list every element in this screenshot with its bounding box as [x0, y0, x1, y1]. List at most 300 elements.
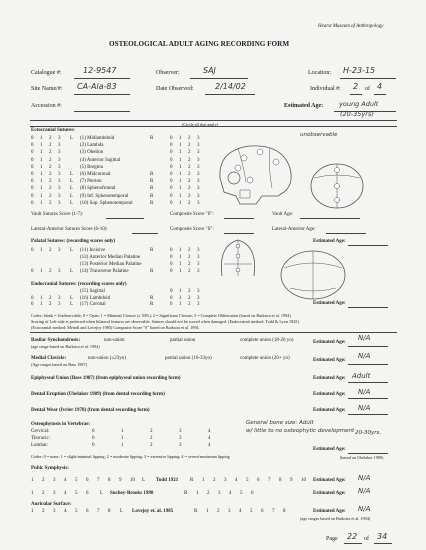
pubic-sb-right-score[interactable]: 5 — [240, 491, 243, 496]
ecto-score-left[interactable]: 3 — [58, 143, 61, 149]
ecto-score-left[interactable]: 0 — [31, 136, 34, 141]
auric-right-score[interactable]: 4 — [239, 509, 242, 514]
endo-suture-label: (15) Sagittal — [80, 289, 105, 294]
individual-of: of — [365, 86, 370, 92]
dental-wear-label: Dental Wear (Ivrier 1978) (from dental recording form) — [31, 408, 150, 413]
pubic-todd-label: Todd 1921 — [156, 478, 179, 483]
date-value[interactable]: 2/14/02 — [215, 82, 246, 91]
basilar-sub: (age range based on Buikstra et al. 1994) — [31, 344, 100, 349]
epiphyseal-value[interactable]: Adult — [352, 372, 371, 380]
estimated-age-label: Estimated Age: — [284, 103, 324, 109]
clavicle-opt3[interactable]: complete union (20+ yo) — [240, 356, 290, 361]
ecto-score-right[interactable]: 3 — [197, 193, 200, 199]
dental-eruption-label: Dental Eruption (Ubelaker 1989) (from dental recording form) — [31, 392, 165, 397]
pubic-sb-value[interactable]: N/A — [358, 487, 371, 495]
osteo-score[interactable]: 3 — [179, 429, 182, 434]
vault-label: Vault Sutures Score (1-7): — [31, 212, 84, 217]
osteo-score[interactable]: 4 — [208, 443, 211, 448]
osteo-score[interactable]: 3 — [179, 443, 182, 448]
endocranial-diagram — [278, 248, 348, 302]
ecto-suture-label: (7) Pterion — [80, 179, 102, 185]
endo-score-right[interactable]: 0 — [170, 295, 173, 301]
ecto-score-left[interactable]: 2 — [49, 193, 52, 199]
palatal-score-right[interactable]: 1 — [179, 269, 182, 274]
ecto-side-left: L — [70, 136, 74, 141]
ecto-score-left[interactable]: 2 — [49, 186, 52, 192]
endo-score-left[interactable]: 1 — [40, 295, 43, 301]
ecto-score-right[interactable]: 0 — [170, 200, 173, 206]
ecto-score-right[interactable]: 3 — [197, 136, 200, 141]
endocranial-estimated-label: Estimated Age: — [313, 301, 346, 306]
osteo-score[interactable]: 1 — [121, 443, 124, 448]
skull-superior-diagram — [306, 160, 368, 212]
dental-wear-value[interactable]: N/A — [358, 404, 371, 412]
palatal-score-right[interactable]: 2 — [188, 248, 191, 253]
osteo-score[interactable]: 2 — [150, 443, 153, 448]
pubic-todd-R: R — [190, 478, 194, 483]
ecto-score-right[interactable]: 3 — [197, 200, 200, 206]
clavicle-estimated-label: Estimated Age: — [313, 358, 346, 363]
pubic-sb-right-score[interactable]: 4 — [229, 491, 232, 496]
basilar-opt2[interactable]: partial union — [170, 338, 196, 343]
osteo-score[interactable]: 0 — [92, 436, 95, 441]
ecto-score-left[interactable]: 2 — [49, 172, 52, 177]
palatal-score-right[interactable]: 2 — [188, 269, 191, 274]
clavicle-label: Medial Clavicle: — [31, 356, 67, 361]
ecto-score-left[interactable]: 0 — [31, 164, 34, 170]
ecto-suture-label: (1) Midlambdoid — [80, 136, 115, 141]
ecto-score-left[interactable]: 2 — [49, 136, 52, 141]
endo-suture-label: (17) Coronal — [80, 302, 106, 307]
clavicle-value[interactable]: N/A — [358, 352, 371, 360]
osteo-score[interactable]: 1 — [121, 429, 124, 434]
ecto-score-left[interactable]: 2 — [49, 164, 52, 170]
individual-value[interactable]: 2 — [353, 82, 359, 91]
ecto-score-left[interactable]: 0 — [31, 186, 34, 192]
pubic-sb-L: L — [100, 491, 104, 496]
osteophytosis-note2: w/ little to no osteophytic development — [246, 428, 355, 434]
ecto-score-right[interactable]: 0 — [170, 186, 173, 192]
ecto-score-left[interactable]: 1 — [40, 193, 43, 199]
ecto-score-right[interactable]: 0 — [170, 136, 173, 141]
ecto-score-right[interactable]: 3 — [197, 172, 200, 177]
endo-score-right[interactable]: 0 — [170, 302, 173, 307]
ecto-score-left[interactable]: 3 — [58, 157, 61, 163]
palatal-heading: Palatal Sutures: (recording scores only) — [31, 239, 116, 244]
endo-score-right[interactable]: 2 — [188, 295, 191, 301]
vault-composite-label: Composite Score "S": — [170, 212, 214, 217]
basilar-value[interactable]: N/A — [358, 334, 371, 342]
ecto-score-left[interactable]: 0 — [31, 157, 34, 163]
auric-value[interactable]: N/A — [358, 505, 371, 513]
form-title: OSTEOLOGICAL ADULT AGING RECORDING FORM — [109, 40, 290, 48]
epiphyseal-label: Epiphyseal Union (Bass 1987) (from epiphyseal union recording form) — [31, 376, 181, 381]
pubic-todd-left-score[interactable]: 4 — [64, 478, 67, 483]
ecto-score-left[interactable]: 0 — [31, 193, 34, 199]
auric-right-score[interactable]: 2 — [217, 509, 220, 514]
ecto-score-left[interactable]: 1 — [40, 157, 43, 163]
ecto-suture-label: (4) Anterior Sagittal — [80, 157, 121, 163]
palatal-score-right[interactable]: 1 — [179, 255, 182, 260]
ecto-side-left: L — [70, 179, 74, 185]
osteo-score[interactable]: 3 — [179, 436, 182, 441]
osteo-score[interactable]: 4 — [208, 436, 211, 441]
ecto-score-right[interactable]: 2 — [188, 164, 191, 170]
auricular-sub: (age ranges based on Buikstra et al. 1994) — [300, 516, 371, 521]
ecto-score-left[interactable]: 3 — [58, 200, 61, 206]
pubic-todd-left-score[interactable]: 6 — [86, 478, 89, 483]
institution: Hearst Museum of Anthropology — [318, 24, 384, 29]
ecto-side-left: L — [70, 200, 74, 206]
auric-right-score[interactable]: 1 — [206, 509, 209, 514]
osteo-score[interactable]: 1 — [121, 436, 124, 441]
auric-R: R — [194, 509, 198, 514]
ecto-score-left[interactable]: 2 — [49, 157, 52, 163]
auric-L: L — [120, 509, 124, 514]
osteo-score[interactable]: 2 — [150, 436, 153, 441]
ecto-score-right[interactable]: 2 — [188, 179, 191, 185]
auric-left-score[interactable]: 1 — [31, 509, 34, 514]
palatal-score-right[interactable]: 3 — [197, 248, 200, 253]
ecto-side-left: L — [70, 186, 74, 192]
pubic-estimated-label: Estimated Age: — [313, 478, 346, 483]
auric-estimated-label: Estimated Age: — [313, 509, 346, 514]
auric-left-score[interactable]: 5 — [75, 509, 78, 514]
endo-suture-label: (16) Lambdoid — [80, 295, 111, 301]
pubic-sb-left-score[interactable]: 2 — [42, 491, 45, 496]
pubic-todd-left-score[interactable]: 5 — [75, 478, 78, 483]
osteophytosis-note1: General bone size: Adult — [246, 420, 314, 426]
pubic-sb-left-score[interactable]: 5 — [75, 491, 78, 496]
ecto-suture-label: (5) Bregma — [80, 164, 103, 170]
palatal-score-left[interactable]: 2 — [49, 248, 52, 253]
clavicle-opt1[interactable]: non-union (≤23yo) — [88, 356, 126, 361]
ecto-score-right[interactable]: 3 — [197, 157, 200, 163]
pubic-todd-left-score[interactable]: 7 — [97, 478, 100, 483]
endo-score-left[interactable]: 2 — [49, 302, 52, 307]
lateral-composite-label: Composite Score "S": — [170, 227, 214, 232]
ecto-score-right[interactable]: 3 — [197, 150, 200, 156]
date-label: Date Observed: — [156, 86, 194, 92]
ecto-side-right: R — [150, 200, 154, 206]
ecto-score-right[interactable]: 2 — [188, 186, 191, 192]
auric-right-score[interactable]: 8 — [283, 509, 286, 514]
osteo-score[interactable]: 0 — [92, 443, 95, 448]
individual-total[interactable]: 4 — [377, 82, 383, 91]
dental-eruption-value[interactable]: N/A — [358, 388, 371, 396]
ecto-score-right[interactable]: 0 — [170, 193, 173, 199]
osteophytosis-note3: 20-30yrs. — [355, 430, 382, 436]
pubic-todd-L: L — [142, 478, 146, 483]
pubic-todd-right-score[interactable]: 7 — [268, 478, 271, 483]
ecto-score-left[interactable]: 1 — [40, 164, 43, 170]
pubic-sb-right-score[interactable]: 6 — [251, 491, 254, 496]
ecto-score-right[interactable]: 1 — [179, 136, 182, 141]
pubic-todd-right-score[interactable]: 9 — [290, 478, 293, 483]
palatal-suture-label: (11) Incisive — [80, 248, 106, 253]
ecto-score-right[interactable]: 3 — [197, 143, 200, 149]
ecto-score-right[interactable]: 1 — [179, 164, 182, 170]
site-value[interactable]: CA-Ala-83 — [77, 82, 117, 91]
estimated-age-value[interactable]: young Adult — [339, 100, 379, 108]
auricular-heading: Auricular Surface: — [31, 502, 72, 507]
page-label: Page — [326, 536, 338, 542]
ecto-score-right[interactable]: 0 — [170, 150, 173, 156]
palatal-suture-label: (12) Anterior Median Palatine — [80, 255, 141, 260]
codes-line2: Scoring of Left-side is preferred when bilateral features are observable. Sutures should not be scored when damaged. (Endocranial method: Todd & Lyon 1925) — [31, 319, 299, 324]
codes-line3: (Ectocranial method: Meindl and Lovejoy 1985) Composite Score "S" based on Buikstra et al. 1994. — [31, 325, 200, 330]
ecto-score-right[interactable]: 1 — [179, 172, 182, 177]
endo-score-left[interactable]: 3 — [58, 302, 61, 307]
ecto-score-left[interactable]: 1 — [40, 136, 43, 141]
ecto-score-right[interactable]: 1 — [179, 143, 182, 149]
pubic-todd-left-score[interactable]: 10 — [130, 478, 135, 483]
palatal-score-left[interactable]: 0 — [31, 269, 34, 274]
pubic-sb-right-score[interactable]: 2 — [207, 491, 210, 496]
ecto-score-right[interactable]: 3 — [197, 164, 200, 170]
auric-right-score[interactable]: 5 — [250, 509, 253, 514]
ecto-score-left[interactable]: 1 — [40, 186, 43, 192]
basilar-opt1[interactable]: non-union — [104, 338, 125, 343]
pubic-todd-right-score[interactable]: 5 — [246, 478, 249, 483]
osteo-row-label: Cervical: — [31, 429, 50, 434]
ecto-score-right[interactable]: 1 — [179, 179, 182, 185]
ecto-score-right[interactable]: 2 — [188, 150, 191, 156]
pubic-sb-R: R — [184, 491, 188, 496]
ecto-side-right: R — [150, 136, 154, 141]
clavicle-sub: (Age ranges based on Bass 1987) — [31, 362, 87, 367]
ecto-score-right[interactable]: 2 — [188, 157, 191, 163]
ecto-score-right[interactable]: 0 — [170, 143, 173, 149]
palatal-side-left: L — [70, 248, 74, 253]
ecto-score-right[interactable]: 1 — [179, 150, 182, 156]
pubic-todd-left-score[interactable]: 8 — [108, 478, 111, 483]
ecto-score-left[interactable]: 3 — [58, 164, 61, 170]
ecto-score-right[interactable]: 2 — [188, 200, 191, 206]
codes-line1: Codes: blank = Unobservable; 0 = Open; 1 = Minimal Closure (≤ 50%); 2 = Significant Closure; 3 = Complete Obliteration (based on Buikstra et al. 1994) — [31, 313, 291, 318]
endo-score-left[interactable]: 1 — [40, 302, 43, 307]
auric-left-score[interactable]: 4 — [64, 509, 67, 514]
ecto-score-right[interactable]: 1 — [179, 186, 182, 192]
ecto-score-left[interactable]: 2 — [49, 143, 52, 149]
pubic-sb-left-score[interactable]: 4 — [64, 491, 67, 496]
osteo-row-label: Lumbar: — [31, 443, 49, 448]
ecto-score-left[interactable]: 1 — [40, 143, 43, 149]
pubic-todd-right-score[interactable]: 2 — [213, 478, 216, 483]
catalogue-label: Catalogue #: — [31, 70, 62, 76]
endo-side-left: L — [70, 302, 74, 307]
endo-score-right[interactable]: 3 — [197, 302, 200, 307]
page-of: of — [364, 536, 369, 542]
osteo-score[interactable]: 0 — [92, 429, 95, 434]
accession-label: Accession #: — [31, 103, 62, 109]
palatal-score-right[interactable]: 0 — [170, 248, 173, 253]
ecto-score-left[interactable]: 0 — [31, 172, 34, 177]
palatal-score-right[interactable]: 2 — [188, 255, 191, 260]
auric-right-score[interactable]: 3 — [228, 509, 231, 514]
endo-score-right[interactable]: 1 — [179, 302, 182, 307]
palatal-score-right[interactable]: 0 — [170, 255, 173, 260]
pubic-sb-right-score[interactable]: 3 — [218, 491, 221, 496]
auric-left-score[interactable]: 2 — [42, 509, 45, 514]
auric-left-score[interactable]: 7 — [97, 509, 100, 514]
location-value[interactable]: H-23-15 — [343, 66, 376, 75]
pubic-heading: Pubic Symphysis: — [31, 466, 69, 471]
ecto-side-right: R — [150, 179, 154, 185]
pubic-todd-left-score[interactable]: 3 — [53, 478, 56, 483]
pubic-sb-left-score[interactable]: 3 — [53, 491, 56, 496]
palatal-score-left[interactable]: 1 — [40, 248, 43, 253]
palatal-score-left[interactable]: 3 — [58, 248, 61, 253]
ecto-score-right[interactable]: 2 — [188, 143, 191, 149]
ecto-suture-label: (6) Midcoronal — [80, 172, 111, 177]
pubic-todd-right-score[interactable]: 4 — [235, 478, 238, 483]
endo-score-right[interactable]: 3 — [197, 295, 200, 301]
auric-left-score[interactable]: 8 — [108, 509, 111, 514]
palatal-suture-label: (14) Transverse Palatine — [80, 269, 129, 274]
auric-right-score[interactable]: 6 — [261, 509, 264, 514]
endo-score-right[interactable]: 2 — [188, 302, 191, 307]
palatal-score-right[interactable]: 1 — [179, 248, 182, 253]
ecto-score-right[interactable]: 1 — [179, 200, 182, 206]
pubic-todd-right-score[interactable]: 8 — [279, 478, 282, 483]
palatal-score-left[interactable]: 1 — [40, 269, 43, 274]
palatal-score-right[interactable]: 3 — [197, 262, 200, 267]
endo-score-right[interactable]: 3 — [197, 289, 200, 294]
pubic-todd-right-score[interactable]: 6 — [257, 478, 260, 483]
skull-lateral-diagram — [210, 138, 300, 210]
ecto-score-left[interactable]: 1 — [40, 150, 43, 156]
pubic-todd-left-score[interactable]: 1 — [31, 478, 34, 483]
palatal-side-right: R — [150, 248, 154, 253]
basilar-opt3[interactable]: complete union (18-26 yo) — [240, 338, 294, 343]
endo-score-right[interactable]: 0 — [170, 289, 173, 294]
pubic-todd-value[interactable]: N/A — [358, 474, 371, 482]
catalogue-value[interactable]: 12-9547 — [83, 66, 117, 75]
dental-eruption-estimated-label: Estimated Age: — [313, 392, 346, 397]
osteophytosis-source: (based on Ubelaker 1989) — [340, 455, 384, 460]
clavicle-opt2[interactable]: partial union (16-33yo) — [165, 356, 212, 361]
pubic-sb-left-score[interactable]: 1 — [31, 491, 34, 496]
ecto-score-left[interactable]: 3 — [58, 150, 61, 156]
ecto-score-left[interactable]: 3 — [58, 186, 61, 192]
ecto-suture-label: (2) Lambda — [80, 143, 104, 149]
palatal-suture-label: (13) Posterior Median Palatine — [80, 262, 142, 267]
palatal-score-right[interactable]: 1 — [179, 262, 182, 267]
ecto-score-right[interactable]: 2 — [188, 136, 191, 141]
ecto-score-right[interactable]: 2 — [188, 193, 191, 199]
endo-score-right[interactable]: 1 — [179, 295, 182, 301]
palatal-score-left[interactable]: 3 — [58, 269, 61, 274]
auric-left-score[interactable]: 3 — [53, 509, 56, 514]
pubic-todd-left-score[interactable]: 2 — [42, 478, 45, 483]
endocranial-heading: Endocranial Sutures: (recording scores only) — [31, 282, 127, 287]
ecto-score-left[interactable]: 3 — [58, 193, 61, 199]
ecto-side-right: R — [150, 186, 154, 192]
pubic-sb-right-score[interactable]: 1 — [196, 491, 199, 496]
palatal-score-left[interactable]: 0 — [31, 248, 34, 253]
auric-label: Lovejoy et. al. 1985 — [132, 509, 174, 514]
epiphyseal-estimated-label: Estimated Age: — [313, 376, 346, 381]
endo-score-right[interactable]: 2 — [188, 289, 191, 294]
ecto-score-left[interactable]: 3 — [58, 172, 61, 177]
ecto-score-left[interactable]: 3 — [58, 179, 61, 185]
pubic-todd-left-score[interactable]: 9 — [119, 478, 122, 483]
pubic-todd-right-score[interactable]: 10 — [301, 478, 306, 483]
ecto-score-left[interactable]: 1 — [40, 179, 43, 185]
palatal-estimated-label: Estimated Age: — [313, 239, 346, 244]
ecto-score-right[interactable]: 3 — [197, 179, 200, 185]
palatal-side-right: R — [150, 269, 154, 274]
ecto-score-left[interactable]: 1 — [40, 172, 43, 177]
ecto-score-left[interactable]: 2 — [49, 179, 52, 185]
pubic-todd-right-score[interactable]: 3 — [224, 478, 227, 483]
ecto-score-left[interactable]: 0 — [31, 150, 34, 156]
ectocranial-heading: Ectocranial Sutures: — [31, 128, 75, 133]
location-label: Location: — [308, 70, 331, 76]
basilar-label: Basilar Synchondrosis: — [31, 338, 81, 343]
page-number[interactable]: 22 — [347, 532, 358, 541]
palate-diagram — [214, 236, 262, 282]
endo-score-left[interactable]: 0 — [31, 302, 34, 307]
ecto-score-right[interactable]: 0 — [170, 157, 173, 163]
ecto-side-left: L — [70, 193, 74, 199]
palatal-score-right[interactable]: 3 — [197, 269, 200, 274]
ecto-score-left[interactable]: 3 — [58, 136, 61, 141]
ecto-score-right[interactable]: 1 — [179, 193, 182, 199]
osteo-score[interactable]: 2 — [150, 429, 153, 434]
vault-age-label: Vault Age: — [272, 212, 294, 217]
palatal-score-right[interactable]: 0 — [170, 262, 173, 267]
ecto-score-left[interactable]: 2 — [49, 200, 52, 206]
ecto-score-right[interactable]: 0 — [170, 164, 173, 170]
endo-score-left[interactable]: 3 — [58, 295, 61, 301]
ecto-score-right[interactable]: 0 — [170, 172, 173, 177]
osteo-score[interactable]: 4 — [208, 429, 211, 434]
pubic-todd-right-score[interactable]: 1 — [202, 478, 205, 483]
ecto-score-left[interactable]: 2 — [49, 150, 52, 156]
ecto-score-right[interactable]: 3 — [197, 186, 200, 192]
palatal-score-right[interactable]: 0 — [170, 269, 173, 274]
endo-side-left: L — [70, 295, 74, 301]
ecto-suture-label: (8) Sphenofrontal — [80, 186, 116, 192]
ecto-score-right[interactable]: 2 — [188, 172, 191, 177]
endo-score-left[interactable]: 0 — [31, 295, 34, 301]
auric-right-score[interactable]: 7 — [272, 509, 275, 514]
page-total[interactable]: 34 — [377, 532, 388, 541]
observer-value[interactable]: SAJ — [203, 66, 216, 75]
palatal-score-right[interactable]: 3 — [197, 255, 200, 260]
ecto-score-left[interactable]: 1 — [40, 200, 43, 206]
osteophytosis-heading: Osteophytosis in Vertebrae: — [31, 422, 91, 427]
lateral-label: Lateral-Anterior Sutures Score (6-10): — [31, 227, 108, 232]
palatal-score-right[interactable]: 2 — [188, 262, 191, 267]
pubic-sb-left-score[interactable]: 6 — [86, 491, 89, 496]
ecto-score-left[interactable]: 0 — [31, 179, 34, 185]
ecto-score-left[interactable]: 0 — [31, 143, 34, 149]
endo-score-left[interactable]: 2 — [49, 295, 52, 301]
ecto-score-right[interactable]: 0 — [170, 179, 173, 185]
ecto-score-right[interactable]: 1 — [179, 157, 182, 163]
ecto-score-left[interactable]: 0 — [31, 200, 34, 206]
auric-left-score[interactable]: 6 — [86, 509, 89, 514]
palatal-score-left[interactable]: 2 — [49, 269, 52, 274]
ecto-suture-label: (3) Obelion — [80, 150, 104, 156]
endo-score-right[interactable]: 1 — [179, 289, 182, 294]
site-label: Site Name/#: — [31, 86, 63, 92]
dental-wear-estimated-label: Estimated Age: — [313, 408, 346, 413]
unobservable-note: unobservable — [300, 132, 338, 138]
